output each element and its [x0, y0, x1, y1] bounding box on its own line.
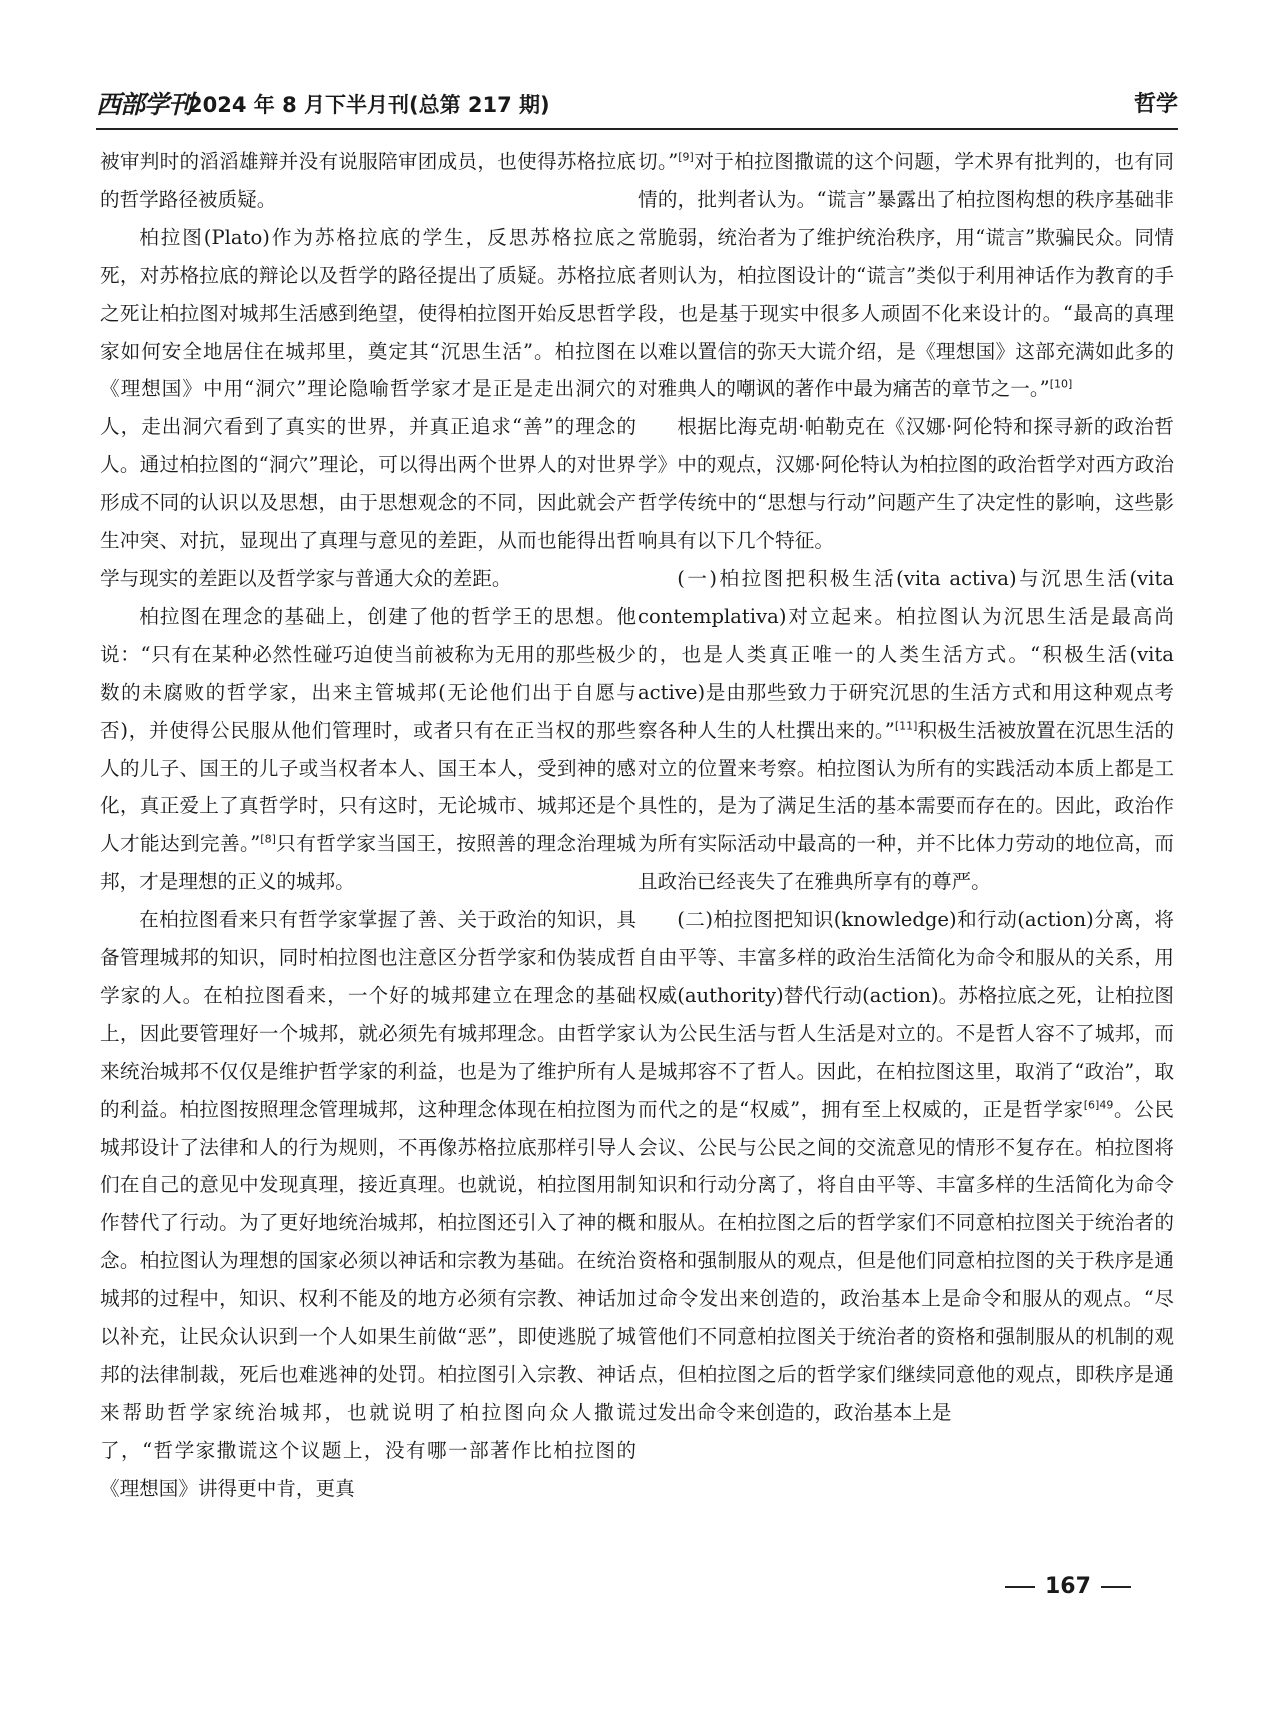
section-name: 哲学 — [1133, 92, 1178, 117]
paragraph — [100, 598, 636, 901]
paragraph — [638, 143, 1174, 408]
citation-ref: [10] — [1049, 377, 1073, 391]
citation-ref: [6]49 — [1083, 1098, 1114, 1112]
paragraph-text: (二)柏拉图把知识(knowledge)和行动(action)分离，将自由平等、丰富多样的政治生活简化为命令和服从的关系，用权威(authority)替代行动(action)。苏格拉底之死，让柏拉图认为公民生活与哲人生活是对立的。不是哲人容不了城邦，而是城邦容不了哲人。因此，在柏拉图这里，取消了“政治”，取而代之的是“权威”，拥有至上权威的，正是哲学家 — [638, 908, 1174, 1121]
footer-dash-left — [1005, 1586, 1035, 1588]
right-column — [638, 143, 1174, 1432]
paragraph-text: 。公民会议、公民与公民之间的交流意见的情形不复存在。柏拉图将知识和行动分离了，将自由平等、丰富多样的生活简化为命令和服从。在柏拉图之后的哲学家们不同意柏拉图关于统治者的资格和强制服从的观点，但是他们同意柏拉图的关于秩序是通过命令发出来创造的，政治基本上是命令和服从的观点。“尽管他们不同意柏拉图关于统治者的资格和强制服从的机制的观点，但柏拉图之后的哲学家们继续同意他的观点，即秩序是通过发出命令来创造的，政治基本上是 — [638, 1097, 1174, 1424]
paragraph — [638, 408, 1174, 560]
paragraph — [100, 143, 636, 219]
page-header — [96, 88, 1178, 124]
citation-ref: [9] — [678, 150, 694, 164]
left-column — [100, 143, 636, 1508]
paragraph-text: 切。” — [638, 150, 679, 173]
paragraph-text: 对于柏拉图撒谎的这个问题，学术界有批判的，也有同情的，批判者认为。“谎言”暴露出了柏拉图构想的秩序基础非常脆弱，统治者为了维护统治秩序，用“谎言”欺骗民众。同情者则认为，柏拉图设计的“谎言”类似于利用神话作为教育的手段，也是基于现实中很多人顽固不化来设计的。“最高的真理以难以置信的弥天大谎介绍，是《理想国》这部充满如此多的对雅典人的嘲讽的著作中最为痛苦的章节之一。” — [638, 150, 1175, 401]
journal-logo: 西部学刊 — [96, 90, 193, 119]
paragraph — [638, 560, 1174, 901]
paragraph-text: (一)柏拉图把积极生活(vita activa)与沉思生活(vita contemplativa)对立起来。柏拉图认为沉思生活是最高尚的，也是人类真正唯一的人类生活方式。“积极生活(vita active)是由那些致力于研究沉思的生活方式和用这种观点考察各种人生的人杜撰出来的。” — [638, 566, 1174, 742]
footer-dash-right — [1101, 1586, 1131, 1588]
paragraph-text: 柏拉图在理念的基础上，创建了他的哲学王的思想。他说：“只有在某种必然性碰巧迫使当前被称为无用的那些极少数的未腐败的哲学家，出来主管城邦(无论他们出于自愿与否)，并使得公民服从他们管理时，或者只有在正当权的那些人的儿子、国王的儿子或当权者本人、国王本人，受到神的感化，真正爱上了真哲学时，只有这时，无论城市、城邦还是个人才能达到完善。” — [100, 604, 636, 856]
citation-ref: [11] — [894, 719, 918, 733]
paragraph-text: 积极生活被放置在沉思生活的对立的位置来考察。柏拉图认为所有的实践活动本质上都是工具性的，是为了满足生活的基本需要而存在的。因此，政治作为所有实际活动中最高的一种，并不比体力劳动的地位高，而且政治已经丧失了在雅典所享有的尊严。 — [638, 718, 1174, 894]
citation-ref: [8] — [260, 832, 276, 846]
paragraph — [100, 901, 636, 1508]
paragraph-text: 根据比海克胡·帕勒克在《汉娜·阿伦特和探寻新的政治哲学》中的观点，汉娜·阿伦特认为柏拉图的政治哲学对西方政治哲学传统中的“思想与行动”问题产生了决定性的影响，这些影响具有以下几个特征。 — [638, 415, 1174, 553]
paragraph — [638, 901, 1174, 1432]
paragraph-text: 被审判时的滔滔雄辩并没有说服陪审团成员，也使得苏格拉底的哲学路径被质疑。 — [100, 150, 636, 211]
paragraph-text: 只有哲学家当国王，按照善的理念治理城邦，才是理想的正义的城邦。 — [100, 832, 637, 894]
page-footer — [1005, 1572, 1165, 1602]
issue-info: 2024 年 8 月下半月刊(总第 217 期) — [188, 93, 550, 117]
header-rule — [96, 128, 1178, 130]
page-number: 167 — [1045, 1574, 1091, 1599]
paragraph-text: 柏拉图(Plato)作为苏格拉底的学生，反思苏格拉底之死，对苏格拉底的辩论以及哲学的路径提出了质疑。苏格拉底之死让柏拉图对城邦生活感到绝望，使得柏拉图开始反思哲学家如何安全地居住在城邦里，奠定其“沉思生活”。柏拉图在《理想国》中用“洞穴”理论隐喻哲学家才是正是走出洞穴的人，走出洞穴看到了真实的世界，并真正追求“善”的理念的人。通过柏拉图的“洞穴”理论，可以得出两个世界人的对世界形成不同的认识以及思想，由于思想观念的不同，因此就会产生冲突、对抗，显现出了真理与意见的差距，从而也能得出哲学与现实的差距以及哲学家与普通大众的差距。 — [100, 225, 636, 590]
paragraph — [100, 219, 636, 598]
paragraph-text: 在柏拉图看来只有哲学家掌握了善、关于政治的知识，具备管理城邦的知识，同时柏拉图也注意区分哲学家和伪装成哲学家的人。在柏拉图看来，一个好的城邦建立在理念的基础上，因此要管理好一个城邦，就必须先有城邦理念。由哲学家来统治城邦不仅仅是维护哲学家的利益，也是为了维护所有人的利益。柏拉图按照理念管理城邦，这种理念体现在柏拉图为城邦设计了法律和人的行为规则，不再像苏格拉底那样引导人们在自己的意见中发现真理，接近真理。也就说，柏拉图用制作替代了行动。为了更好地统治城邦，柏拉图还引入了神的概念。柏拉图认为理想的国家必须以神话和宗教为基础。在统治城邦的过程中，知识、权利不能及的地方必须有宗教、神话加以补充，让民众认识到一个人如果生前做“恶”，即使逃脱了城邦的法律制裁，死后也难逃神的处罚。柏拉图引入宗教、神话来帮助哲学家统治城邦，也就说明了柏拉图向众人撒谎了，“哲学家撒谎这个议题上，没有哪一部著作比柏拉图的《理想国》讲得更中肯，更真 — [100, 908, 636, 1500]
